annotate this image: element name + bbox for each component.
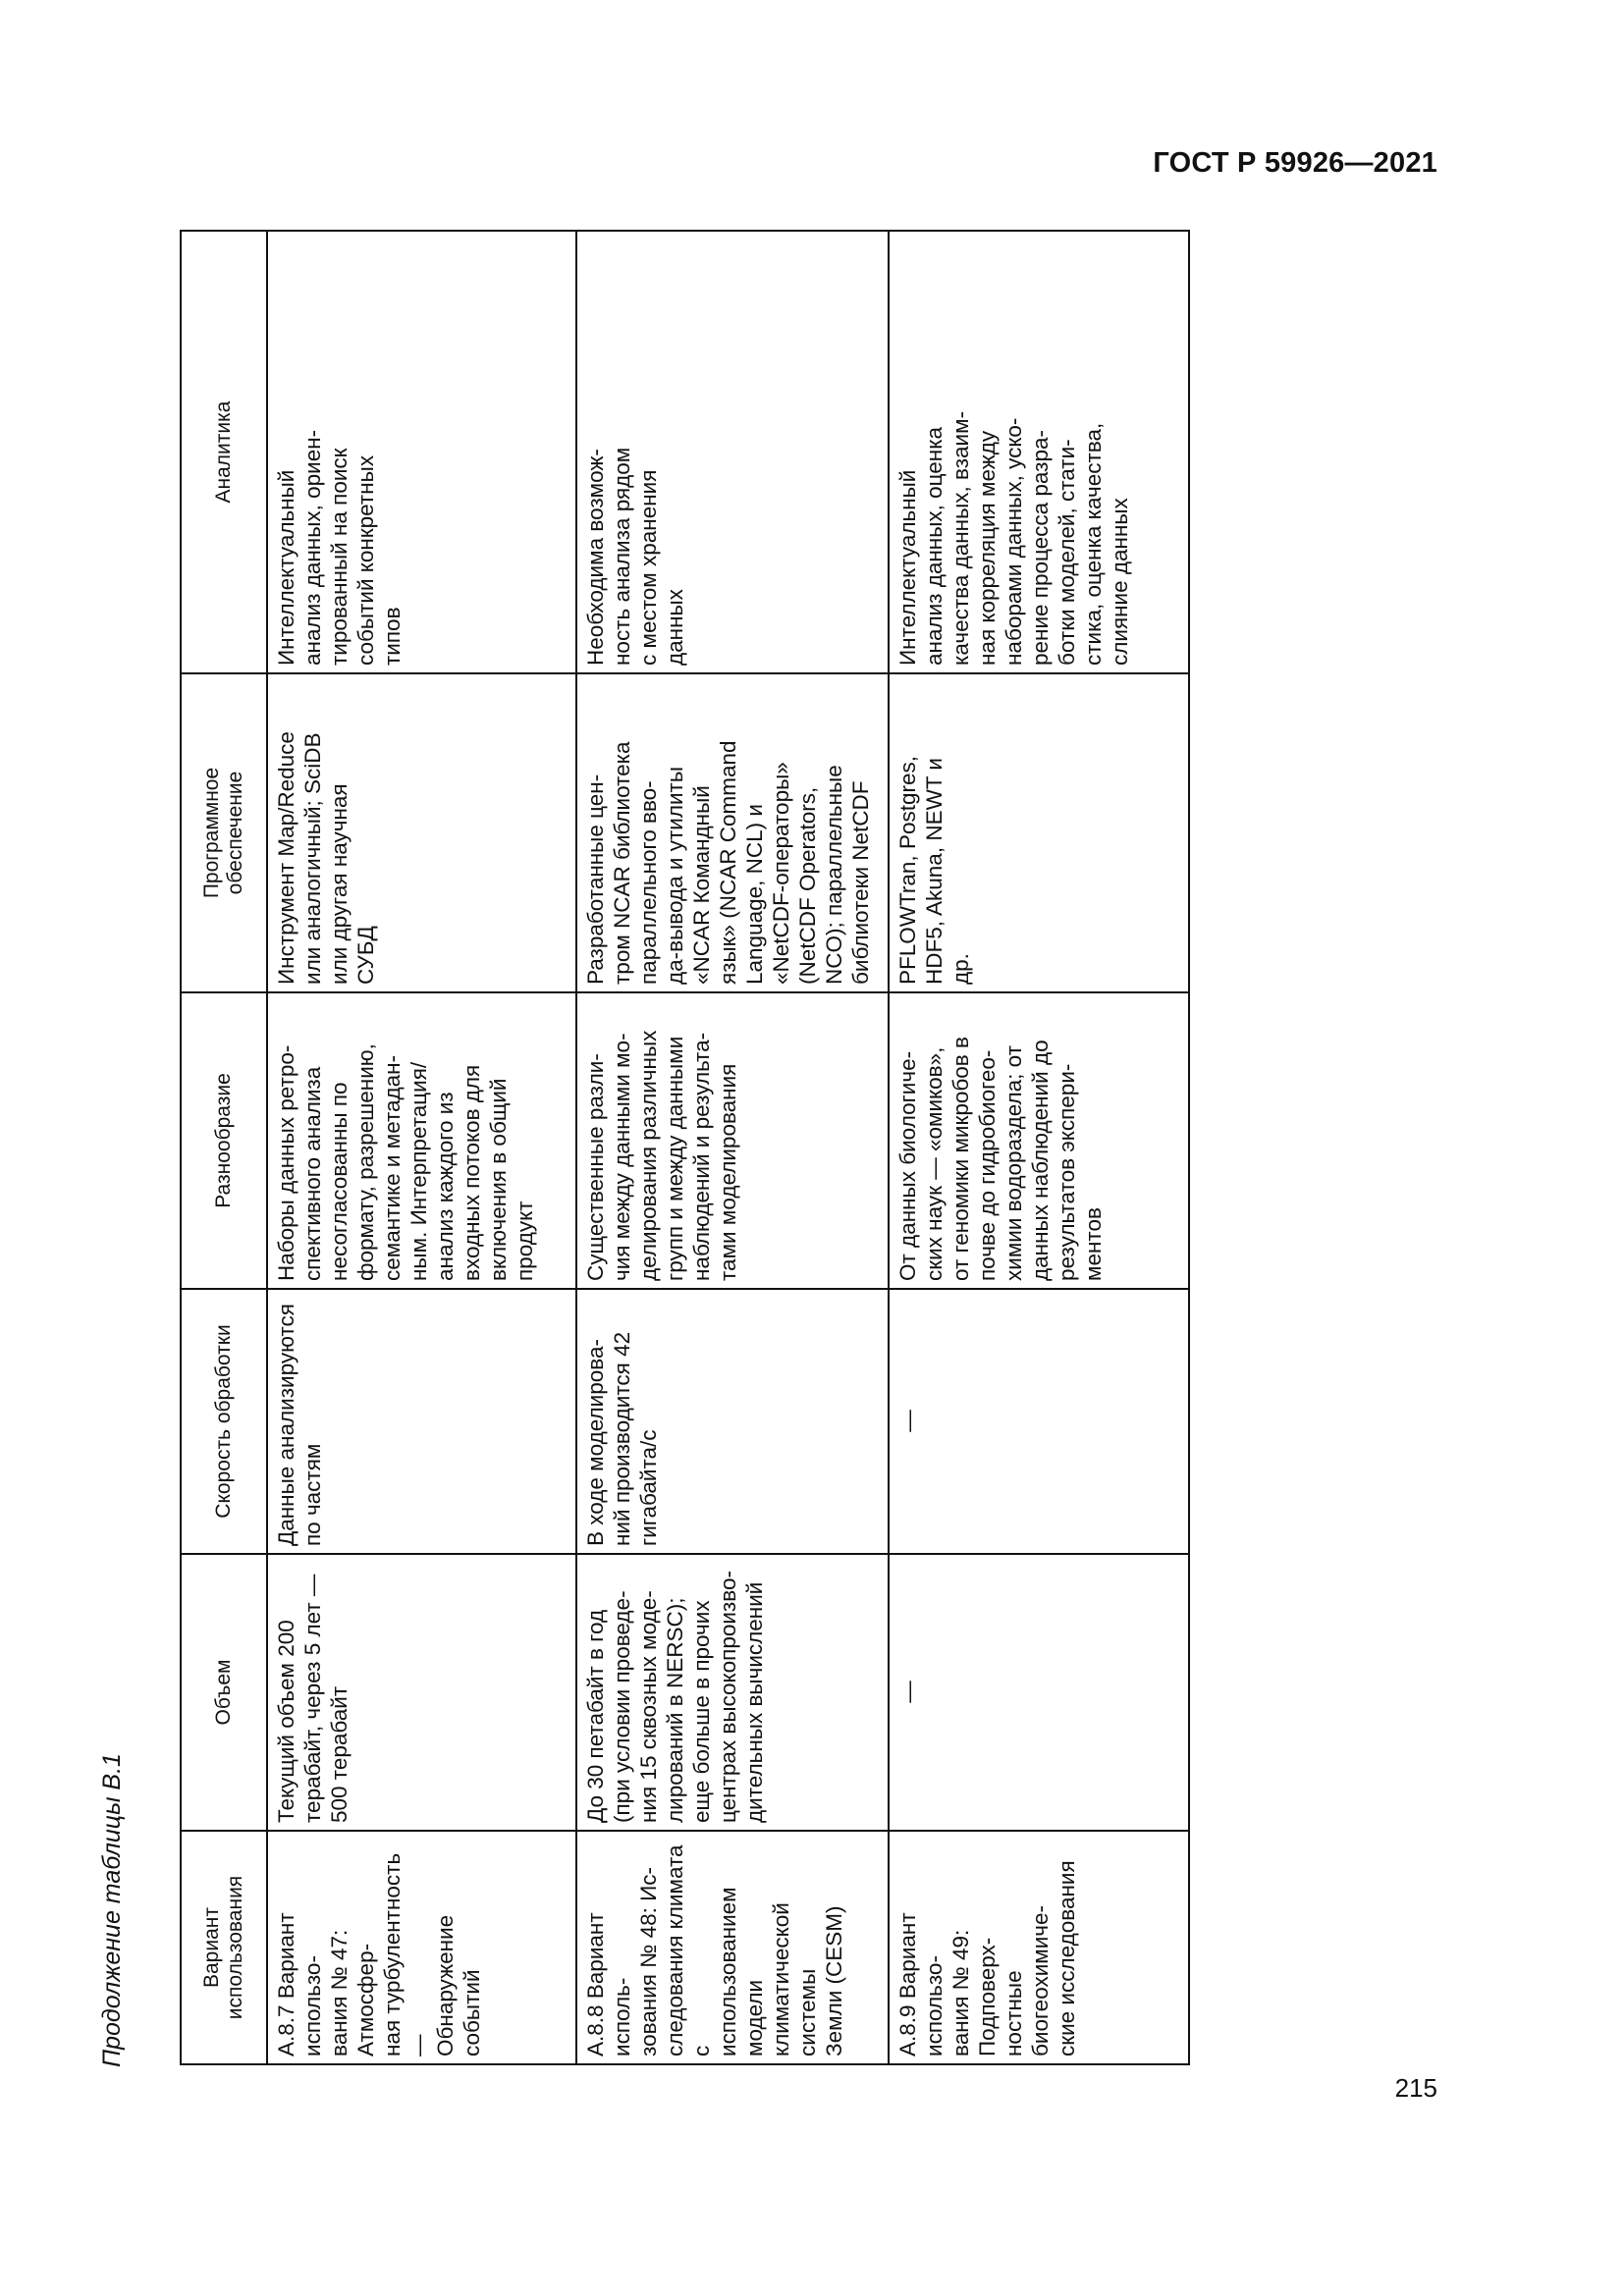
cell-software: Разработанные цен- тром NCAR библиотека параллельного вво- да-вывода и утилиты «NCAR Командный язык» (NCAR Command Language, NCL) и «NetCDF-операторы» (NetCDF Operators, NCO); параллельные библиотеки NetCDF: [576, 673, 889, 992]
cell-software: PFLOWTran, Postgres, HDF5, Akuna, NEWT и др.: [889, 673, 1189, 992]
table-row: [576, 231, 889, 2064]
cell-analytics: Интеллектуальный анализ данных, оценка качества данных, взаим- ная корреляция между наборами данных, уско- рение процесса разра- ботки моделей, стати- стика, оценка качества, слияние данных: [889, 231, 1189, 673]
document-header: ГОСТ Р 59926—2021: [1153, 147, 1437, 179]
cell-analytics: Интеллектуальный анализ данных, ориен- тированный на поиск событий конкретных типов: [267, 231, 576, 673]
column-header-analytics: Аналитика: [181, 231, 267, 673]
cell-use-case: А.8.8 Вариант исполь- зования № 48: Ис- следования климата с использованием модели климатической системы Земли (CESM): [576, 1831, 889, 2064]
cell-volume: —: [889, 1554, 1189, 1831]
column-header-variety: Разнообразие: [181, 992, 267, 1289]
cell-variety: От данных биологиче- ских наук — «омиков», от геномики микробов в почве до гидробиогео- химии водораздела; от данных наблюдений до результатов экспери- ментов: [889, 992, 1189, 1289]
cell-analytics: Необходима возмож- ность анализа рядом с местом хранения данных: [576, 231, 889, 673]
column-header-software: Программное обеспечение: [181, 673, 267, 992]
cell-velocity: Данные анализируются по частям: [267, 1289, 576, 1554]
table-caption: Продолжение таблицы В.1: [98, 1753, 126, 2067]
column-header-use-case: Вариант использования: [181, 1831, 267, 2064]
cell-use-case: А.8.9 Вариант использо- вания № 49: Подповерх- ностные биогеохимиче- ские исследования: [889, 1831, 1189, 2064]
column-header-velocity: Скорость обработки: [181, 1289, 267, 1554]
page-number: 215: [1394, 2073, 1437, 2103]
cell-velocity: —: [889, 1289, 1189, 1554]
cell-velocity: В ходе моделирова- ний производится 42 гигабайта/с: [576, 1289, 889, 1554]
cell-volume: До 30 петабайт в год (при условии проведе- ния 15 сквозных моде- лирований в NERSC); еще больше в прочих центрах высокопроизво- дительных вычислений: [576, 1554, 889, 1831]
cell-variety: Существенные разли- чия между данными мо- делирования различных групп и между данными наблюдений и результа- тами моделирования: [576, 992, 889, 1289]
table-row: [267, 231, 576, 2064]
table-header-row: [181, 231, 267, 2064]
column-header-volume: Объем: [181, 1554, 267, 1831]
cell-variety: Наборы данных ретро- спективного анализа несогласованны по формату, разрешению, семантике и метадан- ным. Интерпретация/ анализ каждого из входных потоков для включения в общий продукт: [267, 992, 576, 1289]
cell-software: Инструмент Map/Reduce или аналогичный; SciDB или другая научная СУБД: [267, 673, 576, 992]
table-row: [889, 231, 1189, 2064]
table-container: [180, 232, 1177, 2065]
data-table: [180, 230, 1190, 2065]
cell-use-case: А.8.7 Вариант использо- вания № 47: Атмосфер- ная турбулентность — Обнаружение событий: [267, 1831, 576, 2064]
cell-volume: Текущий объем 200 терабайт, через 5 лет — 500 терабайт: [267, 1554, 576, 1831]
